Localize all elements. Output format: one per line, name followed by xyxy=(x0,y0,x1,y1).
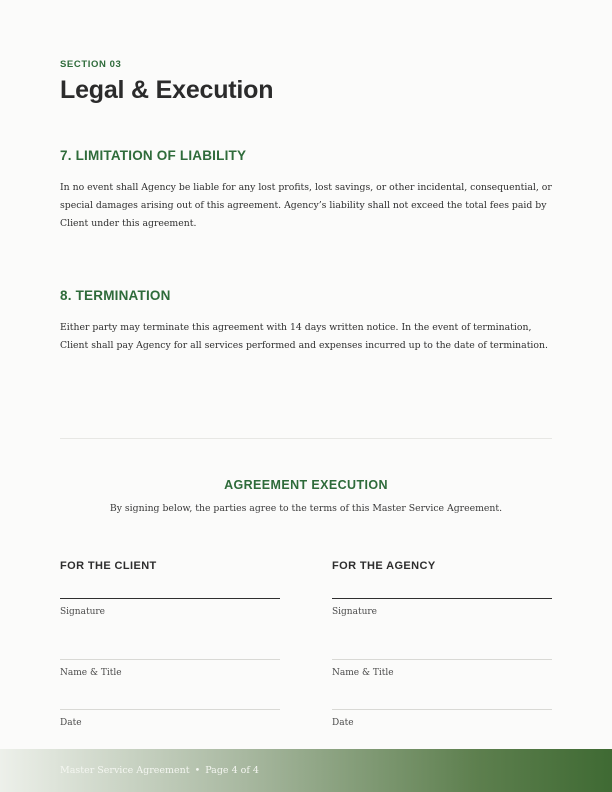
agency-party-title: FOR THE AGENCY xyxy=(332,560,436,572)
section-body-limitation: In no event shall Agency be liable for any lost profits, lost savings, or other incidental, consequential, or special damages arising out of this agreement. Agency’s liability shall not exceed the total fees paid by Client under this agreement. xyxy=(60,182,552,229)
section-body-termination: Either party may terminate this agreement with 14 days written notice. In the event of termination, Client shall pay Agency for all services performed and expenses incurred up to the date of termination. xyxy=(60,322,548,351)
section-divider xyxy=(60,438,552,439)
agency-signature-label: Signature xyxy=(332,607,378,617)
agency-signature-line xyxy=(332,598,552,599)
execution-tagline: By signing below, the parties agree to the terms of this Master Service Agreement. xyxy=(109,503,503,514)
client-signature-line xyxy=(60,598,280,599)
agency-date-label: Date xyxy=(332,718,354,728)
agency-name-line xyxy=(332,659,552,660)
section-eyebrow: SECTION 03 xyxy=(60,59,122,70)
section-heading-limitation: 7. LIMITATION OF LIABILITY xyxy=(60,148,247,163)
client-signature-block xyxy=(60,560,280,738)
page-footer xyxy=(0,749,612,792)
agency-date-line xyxy=(332,709,552,710)
section-heading-termination: 8. TERMINATION xyxy=(60,288,171,303)
execution-heading: AGREEMENT EXECUTION xyxy=(224,478,388,492)
agency-name-label: Name & Title xyxy=(332,668,394,678)
client-name-label: Name & Title xyxy=(60,668,122,678)
agency-signature-block xyxy=(332,560,552,738)
client-date-line xyxy=(60,709,280,710)
client-signature-label: Signature xyxy=(60,607,106,617)
page-title: Legal & Execution xyxy=(60,76,274,104)
footer-doc-title: Master Service Agreement xyxy=(60,765,190,776)
footer-separator: • xyxy=(194,765,201,776)
footer-page-number: Page 4 of 4 xyxy=(205,765,259,776)
client-date-label: Date xyxy=(60,718,82,728)
client-name-line xyxy=(60,659,280,660)
client-party-title: FOR THE CLIENT xyxy=(60,560,157,572)
